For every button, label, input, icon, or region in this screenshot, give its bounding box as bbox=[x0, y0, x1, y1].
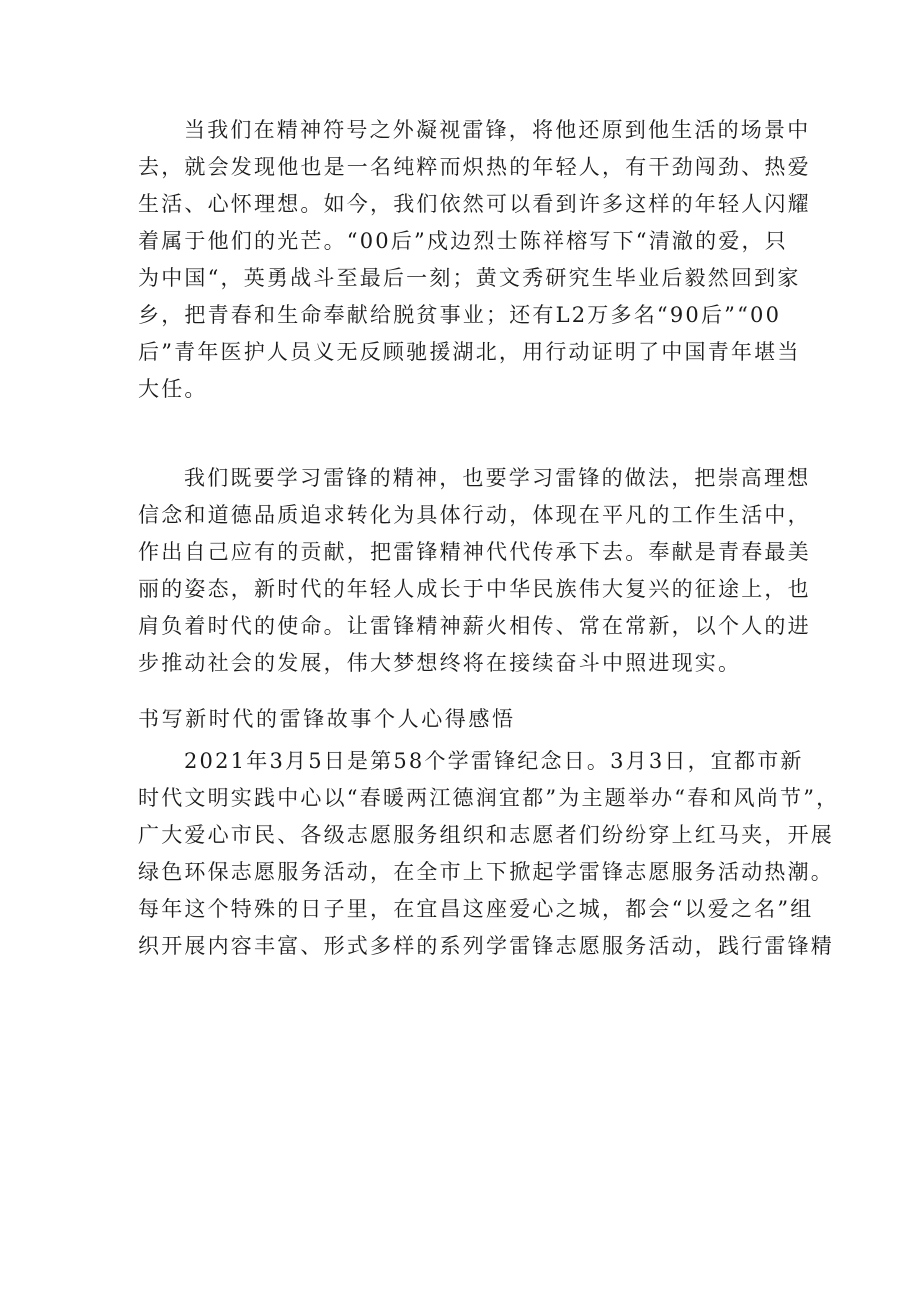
paragraph-1-line-3: 生活、心怀理想。如今，我们依然可以看到许多这样的年轻人闪耀 bbox=[138, 192, 811, 216]
paragraph-2-line-3: 作出自己应有的贡献，把雷锋精神代代传承下去。奉献是青春最美 bbox=[138, 540, 811, 564]
paragraph-2-line-2: 信念和道德品质追求转化为具体行动，体现在平凡的工作生活中， bbox=[138, 503, 811, 527]
paragraph-2-line-6: 步推动社会的发展，伟大梦想终将在接续奋斗中照进现实。 bbox=[138, 651, 742, 675]
paragraph-2-line-5: 肩负着时代的使命。让雷锋精神薪火相传、常在常新，以个人的进 bbox=[138, 614, 811, 638]
paragraph-1-line-2: 去，就会发现他也是一名纯粹而炽热的年轻人，有干劲闯劲、热爱 bbox=[138, 155, 811, 179]
paragraph-1-line-6: 乡，把青春和生命奉献给脱贫事业；还有L2万多名“90后”“00 bbox=[138, 303, 782, 327]
paragraph-1-line-7: 后”青年医护人员义无反顾驰援湖北，用行动证明了中国青年堪当 bbox=[138, 340, 801, 364]
paragraph-2-line-4: 丽的姿态，新时代的年轻人成长于中华民族伟大复兴的征途上，也 bbox=[138, 577, 811, 601]
paragraph-3-line-6: 织开展内容丰富、形式多样的系列学雷锋志愿服务活动，践行雷锋精 bbox=[138, 934, 834, 958]
paragraph-1-line-4: 着属于他们的光芒。“00后”戍边烈士陈祥榕写下“清澈的爱，只 bbox=[138, 229, 788, 253]
paragraph-3-line-4: 绿色环保志愿服务活动，在全市上下掀起学雷锋志愿服务活动热潮。 bbox=[138, 860, 834, 884]
paragraph-3-line-5: 每年这个特殊的日子里，在宜昌这座爱心之城，都会“以爱之名”组 bbox=[138, 897, 814, 921]
paragraph-1-line-1: 当我们在精神符号之外凝视雷锋，将他还原到他生活的场景中 bbox=[184, 118, 811, 142]
paragraph-3-line-1: 2021年3月5日是第58个学雷锋纪念日。3月3日，宜都市新 bbox=[184, 749, 804, 773]
section-heading: 书写新时代的雷锋故事个人心得感悟 bbox=[138, 707, 516, 731]
paragraph-3-line-2: 时代文明实践中心以“春暖两江德润宜都”为主题举办“春和风尚节”， bbox=[138, 786, 840, 810]
paragraph-2-line-1: 我们既要学习雷锋的精神，也要学习雷锋的做法，把崇高理想 bbox=[184, 466, 811, 490]
paragraph-1-line-8: 大任。 bbox=[138, 377, 208, 401]
paragraph-1-line-5: 为中国“，英勇战斗至最后一刻；黄文秀研究生毕业后毅然回到家 bbox=[138, 266, 801, 290]
paragraph-3-line-3: 广大爱心市民、各级志愿服务组织和志愿者们纷纷穿上红马夹，开展 bbox=[138, 823, 834, 847]
